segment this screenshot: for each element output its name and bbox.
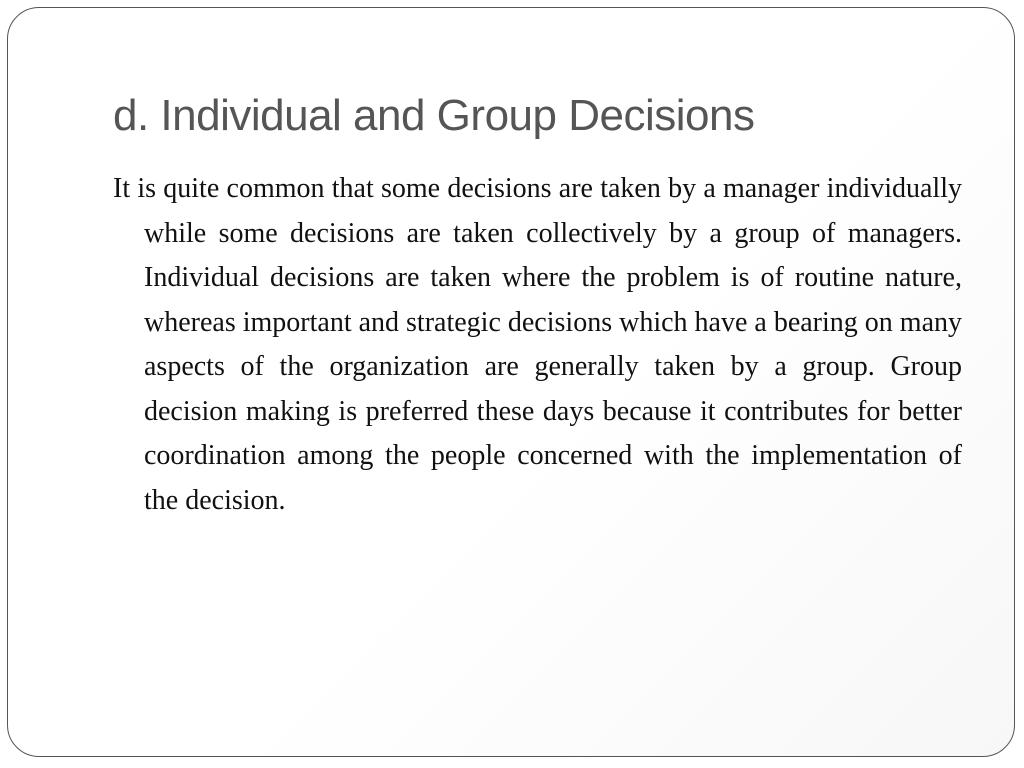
slide-body-text: It is quite common that some decisions are taken by a manager individually while some decisions are taken collectively by a group of managers. Individual decisions are taken where the problem is of routine nature, whereas important and strategic decisions which have a bearing on many aspects of the organization are generally taken by a group. Group decision making is preferred these days because it contributes for better coordination among the people concerned with the implementation of the decision. [113,173,962,516]
slide-title: d. Individual and Group Decisions [113,91,755,140]
